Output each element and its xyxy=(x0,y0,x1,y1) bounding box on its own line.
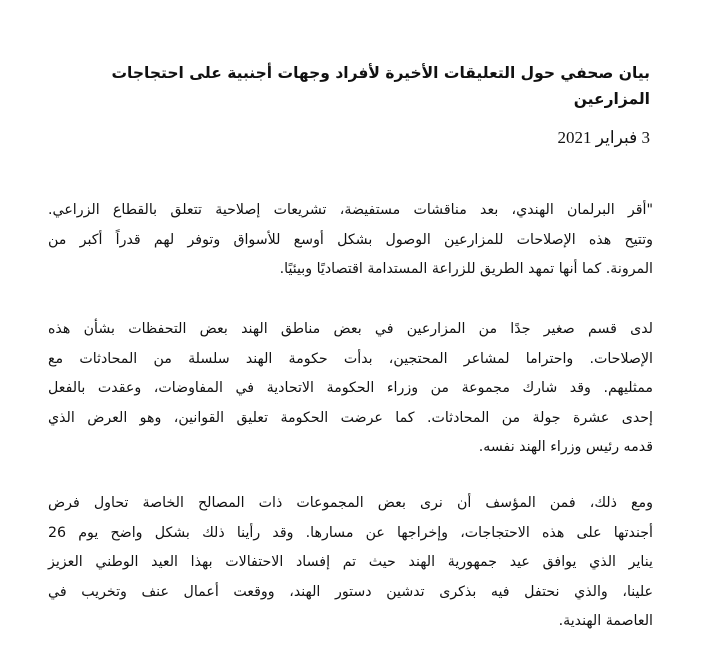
paragraph-line: المرونة. كما أنها تمهد الطريق للزراعة المستدامة اقتصاديًا وبيئيًا. xyxy=(279,261,653,278)
paragraph-line: أجندتها على هذه الاحتجاجات، وإخراجها عن مسارها. وقد رأينا ذلك بشكل واضح يوم 26 xyxy=(48,524,653,541)
document-date: 3 فبراير 2021 xyxy=(557,128,650,147)
paragraph-line: ومع ذلك، فمن المؤسف أن نرى بعض المجموعات ذات المصالح الخاصة تحاول فرض xyxy=(48,495,653,511)
paragraph-2 xyxy=(48,315,653,463)
paragraph-line: الإصلاحات. واحتراما لمشاعر المحتجين، بدأت حكومة الهند سلسلة من المحادثات مع xyxy=(48,350,653,367)
paragraph-3 xyxy=(48,489,653,637)
paragraph-line: علينا، والذي نحتفل فيه بذكرى تدشين دستور الهند، ووقعت أعمال عنف وتخريب في xyxy=(48,583,653,600)
paragraph-1 xyxy=(48,196,653,285)
paragraph-line: "أقر البرلمان الهندي، بعد مناقشات مستفيضة، تشريعات إصلاحية تتعلق بالقطاع الزراعي. xyxy=(48,202,653,218)
paragraph-line: قدمه رئيس وزراء الهند نفسه. xyxy=(478,439,653,456)
paragraph-line: إحدى عشرة جولة من المحادثات. كما عرضت الحكومة تعليق القوانين، وهو العرض الذي xyxy=(48,409,653,426)
paragraph-line: وتتيح هذه الإصلاحات للمزارعين الوصول بشكل أوسع للأسواق وتوفر لهم قدراً أكبر من xyxy=(48,231,653,248)
paragraph-line: ممثليهم. وقد شارك مجموعة من وزراء الحكومة الاتحادية في المفاوضات، وعقدت بالفعل xyxy=(48,380,653,397)
document-title: بيان صحفي حول التعليقات الأخيرة لأفراد وجهات أجنبية على احتجاجات المزارعين xyxy=(111,64,650,108)
paragraph-line: يناير الذي يوافق عيد جمهورية الهند حيث تم إفساد الاحتفالات بهذا العيد الوطني العزيز xyxy=(48,554,653,571)
paragraph-line: العاصمة الهندية. xyxy=(558,613,653,630)
paragraph-line: لدى قسم صغير جدًا من المزارعين في بعض مناطق الهند بعض التحفظات بشأن هذه xyxy=(48,321,653,337)
